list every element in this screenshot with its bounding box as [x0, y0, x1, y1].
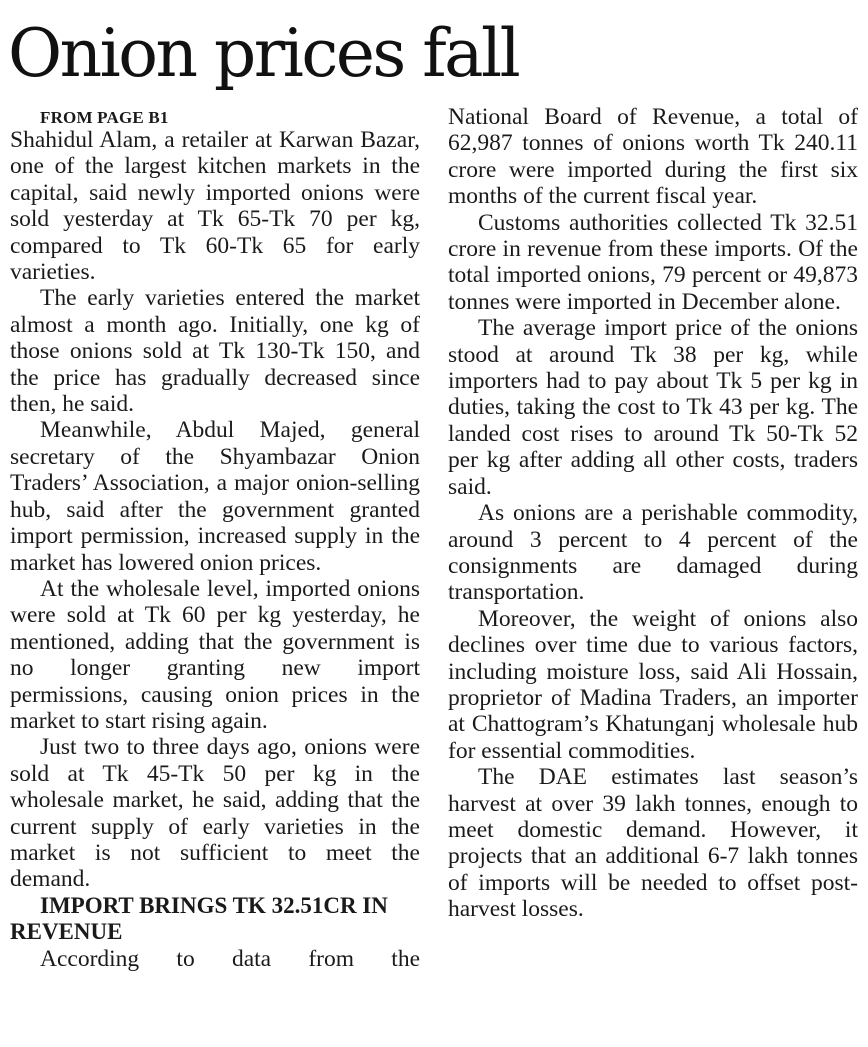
kicker: FROM PAGE B1	[40, 108, 169, 127]
headline: Onion prices fall	[8, 15, 519, 92]
paragraph: As onions are a perishable commodity, around 3 percent to 4 percent of the consignments are damaged during transportation.	[448, 500, 858, 606]
subheading: IMPORT BRINGS TK 32.51CR IN REVENUE	[10, 892, 388, 945]
paragraph: Moreover, the weight of onions also declines over time due to various factors, including moisture loss, said Ali Hossain, proprietor of Madina Traders, an importer at Chattogram’s Khatunganj wholesale hub for essential commodities.	[448, 605, 858, 764]
paragraph: National Board of Revenue, a total of 62,987 tonnes of onions worth Tk 240.11 crore were imported during the first six months of the current fiscal year.	[448, 104, 858, 210]
paragraph: Shahidul Alam, a retailer at Karwan Bazar, one of the largest kitchen markets in the capital, said newly imported onions were sold yesterday at Tk 65-Tk 70 per kg, compared to Tk 60-Tk 65 for early varieties.	[10, 127, 420, 286]
article-column-left	[10, 108, 420, 972]
paragraph: The early varieties entered the market almost a month ago. Initially, one kg of those onions sold at Tk 130-Tk 150, and the price has gradually decreased since then, he said.	[10, 285, 420, 418]
paragraph: The DAE estimates last season’s harvest at over 39 lakh tonnes, enough to meet domestic demand. However, it projects that an additional 6-7 lakh tonnes of imports will be needed to offset post-harvest losses.	[448, 764, 858, 923]
paragraph: The average import price of the onions stood at around Tk 38 per kg, while importers had to pay about Tk 5 per kg in duties, taking the cost to Tk 43 per kg. The landed cost rises to around Tk 50-Tk 52 per kg after adding all other costs, traders said.	[448, 315, 858, 500]
paragraph-continued: According to data from the	[40, 945, 420, 972]
paragraph: Customs authorities collected Tk 32.51 crore in revenue from these imports. Of the total imported onions, 79 percent or 49,873 tonnes were imported in December alone.	[448, 209, 858, 315]
paragraph: At the wholesale level, imported onions were sold at Tk 60 per kg yesterday, he mentioned, adding that the government is no longer granting new import permissions, causing onion prices in the market to start rising again.	[10, 575, 420, 734]
paragraph: Meanwhile, Abdul Majed, general secretary of the Shyambazar Onion Traders’ Association, a major onion-selling hub, said after the government granted import permission, increased supply in the market has lowered onion prices.	[10, 417, 420, 576]
article-column-right	[448, 104, 858, 923]
paragraph: Just two to three days ago, onions were sold at Tk 45-Tk 50 per kg in the wholesale market, he said, adding that the current supply of early varieties in the market is not sufficient to meet the demand.	[10, 734, 420, 893]
